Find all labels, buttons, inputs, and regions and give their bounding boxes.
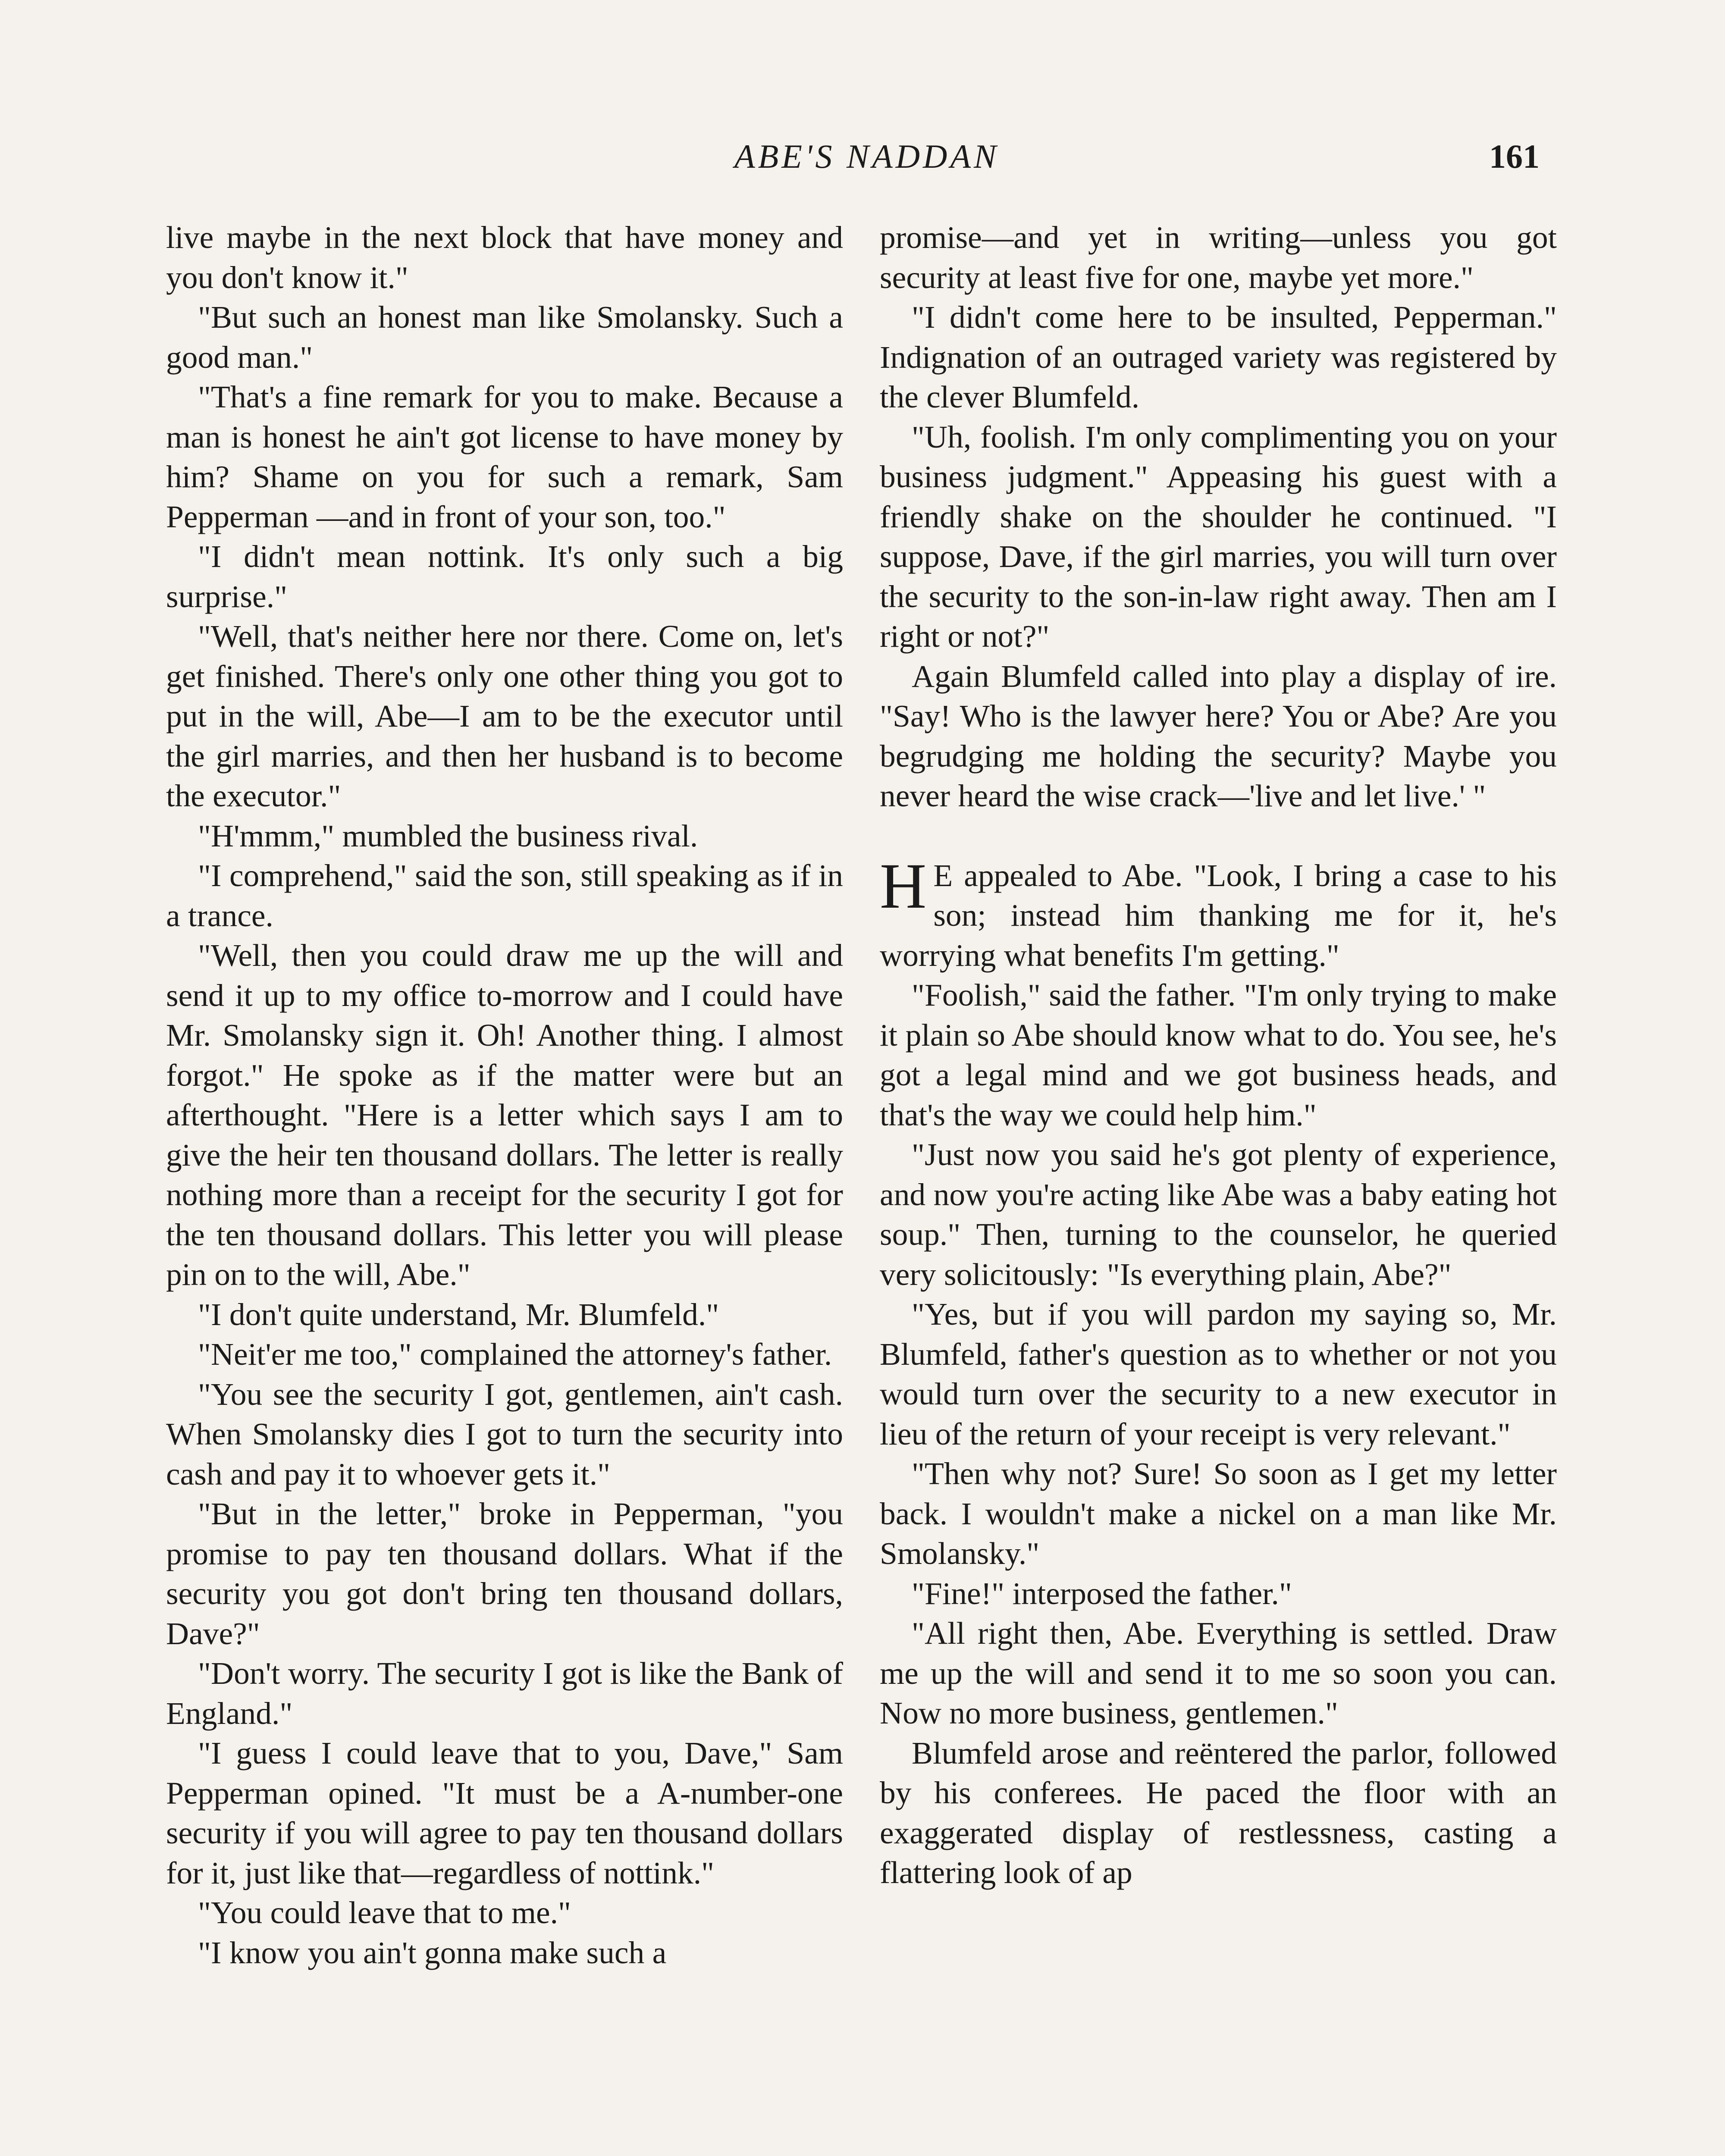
drop-cap-letter: H: [880, 850, 927, 922]
paragraph: "But in the letter," broke in Pepperman, "you promise to pay ten thousand dollars. What if the security you got don't bring ten thousand dollars, Dave?": [166, 1496, 843, 1651]
paragraph: "You could leave that to me.": [198, 1895, 571, 1930]
paragraph: "But such an honest man like Smolansky. Such a good man.": [166, 300, 843, 375]
paragraph: "I know you ain't gonna make such a: [198, 1935, 667, 1970]
paragraph: "Well, that's neither here nor there. Come on, let's get finished. There's only one other thing you got to put in the will, Abe—I am to be the executor until the girl marries, and then her husband is to become the executor.": [166, 619, 843, 813]
paragraph: "Just now you said he's got plenty of experience, and now you're acting like Abe was a baby eating hot soup." Then, turning to the counselor, he queried very solicitously: "Is everything plain, Abe?": [880, 1137, 1557, 1292]
paragraph: promise—and yet in writing—unless you got security at least five for one, maybe yet more.": [880, 220, 1557, 295]
section-break: [880, 816, 1557, 856]
paragraph: "Neit'er me too," complained the attorney's father.: [198, 1337, 832, 1372]
paragraph: Blumfeld arose and reëntered the parlor, followed by his conferees. He paced the floor with an exaggerated display of restlessness, casting a flattering look of ap: [880, 1735, 1557, 1890]
paragraph: live maybe in the next block that have money and you don't know it.": [166, 220, 843, 295]
dropcap-paragraph: [880, 850, 1557, 976]
paragraph: "I didn't come here to be insulted, Pepperman." Indignation of an outraged variety was registered by the clever Blumfeld.: [880, 300, 1557, 414]
running-title: ABE'S NADDAN: [734, 138, 1000, 175]
paragraph: "Yes, but if you will pardon my saying so, Mr. Blumfeld, father's question as to whether or not you would turn over the security to a new executor in lieu of the return of your receipt is very relevant.": [880, 1297, 1557, 1451]
paragraph: "Then why not? Sure! So soon as I get my letter back. I wouldn't make a nickel on a man like Mr. Smolansky.": [880, 1456, 1557, 1571]
paragraph: "All right then, Abe. Everything is settled. Draw me up the will and send it to me so soon you can. Now no more business, gentlemen.": [880, 1616, 1557, 1730]
paragraph: "I don't quite understand, Mr. Blumfeld.": [198, 1297, 719, 1332]
paragraph: "Fine!" interposed the father.": [912, 1576, 1292, 1611]
paragraph: Again Blumfeld called into play a display of ire. "Say! Who is the lawyer here? You or Abe? Are you begrudging me holding the security? Maybe you never heard the wise crack—'live and let live.' ": [880, 658, 1557, 813]
paragraph: "That's a fine remark for you to make. Because a man is honest he ain't got license to have money by him? Shame on you for such a remark, Sam Pepperman —and in front of your son, too.": [166, 379, 843, 534]
dropcap-paragraph-text: E appealed to Abe. "Look, I bring a case to his son; instead him thanking me for it, he's worrying what benefits I'm getting.": [880, 858, 1557, 973]
paragraph: "Uh, foolish. I'm only complimenting you on your business judgment." Appeasing his guest with a friendly shake on the shoulder he continued. "I suppose, Dave, if the girl marries, you will turn over the security to the son-in-law right away. Then am I right or not?": [880, 419, 1557, 654]
page-number: 161: [1489, 138, 1540, 175]
left-text-column: [166, 218, 843, 1973]
paragraph: "Well, then you could draw me up the will and send it up to my office to-morrow and I could have Mr. Smolansky sign it. Oh! Another thing. I almost forgot." He spoke as if the matter were but an afterthought. "Here is a letter which says I am to give the heir ten thousand dollars. The letter is really nothing more than a receipt for the security I got for the ten thousand dollars. This letter you will please pin on to the will, Abe.": [166, 938, 843, 1292]
paragraph: "Don't worry. The security I got is like the Bank of England.": [166, 1656, 843, 1731]
paragraph: "I comprehend," said the son, still speaking as if in a trance.: [166, 858, 843, 933]
paragraph: "I guess I could leave that to you, Dave," Sam Pepperman opined. "It must be a A-number-one security if you will agree to pay ten thousand dollars for it, just like that—regardless of nottink.": [166, 1736, 843, 1890]
paragraph: "H'mmm," mumbled the business rival.: [198, 818, 698, 853]
right-text-column: [880, 218, 1557, 1893]
paragraph: "You see the security I got, gentlemen, ain't cash. When Smolansky dies I got to turn the security into cash and pay it to whoever gets it.": [166, 1376, 843, 1492]
paragraph: "Foolish," said the father. "I'm only trying to make it plain so Abe should know what to do. You see, he's got a legal mind and we got business heads, and that's the way we could help him.": [880, 978, 1557, 1132]
paragraph: "I didn't mean nottink. It's only such a big surprise.": [166, 539, 843, 614]
